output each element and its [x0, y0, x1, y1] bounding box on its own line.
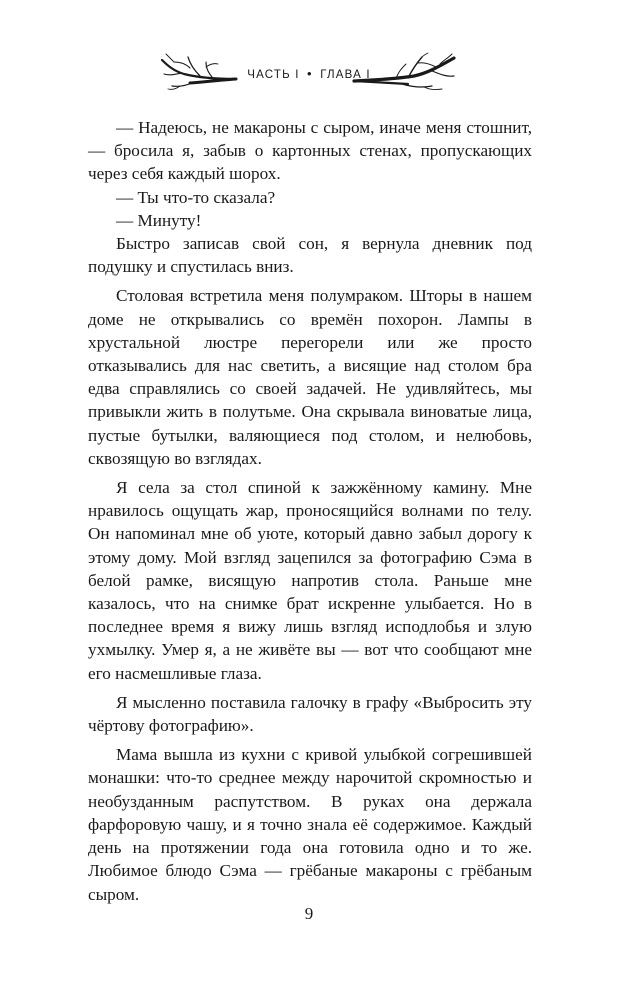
paragraph: Я села за стол спиной к зажжённому камину. Мне нравилось ощущать жар, проносящийся волнами по телу. Он напоминал мне об уюте, который давно забыл дорогу к этому дому. Мой взгляд зацепился за фотографию Сэма в белой рамке, висящую напротив стола. Раньше мне казалось, что на снимке брат искренне улыбается. Но в последнее время я вижу лишь взгляд исподлобья и злую ухмылку. Умер я, а не живёте вы — вот что сообщают мне его насмешливые глаза.	[88, 478, 532, 683]
page-number: 9	[304, 904, 314, 923]
paragraph: Быстро записав свой сон, я вернула дневник под подушку и спустилась вниз.	[88, 234, 532, 277]
paragraph: Я мысленно поставила галочку в графу «Выбросить эту чёртову фотографию».	[88, 692, 532, 736]
paragraph: — Надеюсь, не макароны с сыром, иначе меня стошнит, — бросила я, забыв о картонных стенах, пропускающих через себя каждый шорох.	[88, 118, 532, 184]
separator-dot: •	[307, 66, 313, 81]
paragraph: Мама вышла из кухни с кривой улыбкой согрешившей монашки: что-то среднее между нарочитой скромностью и необузданным распутством. В руках она держала фарфоровую чашу, и я точно знала её содержимое. Каждый день на протяжении года она готовила одно и то же. Любимое блюдо Сэма — грёбаные макароны с грёбаным сыром.	[88, 745, 532, 904]
paragraph: — Минуту!	[116, 210, 202, 230]
part-label: ЧАСТЬ I	[247, 69, 300, 81]
body-text	[88, 116, 532, 906]
chapter-title: ГЛАВА I	[320, 69, 371, 81]
paragraph: — Ты что-то сказала?	[116, 187, 276, 207]
paragraph: Столовая встретила меня полумраком. Шторы в нашем доме не открывались со времён похорон. Лампы в хрустальной люстре перегорели или же просто отказывались для нас светить, а висящие над столом бра едва справлялись со своей задачей. Не удивляйтесь, мы привыкли жить в полутьме. Она скрывала виноватые лица, пустые бутылки, валяющиеся под столом, и нелюбовь, сквозящую во взглядах.	[88, 286, 532, 468]
branch-ornament-icon	[160, 52, 238, 92]
running-header	[0, 52, 618, 102]
branch-ornament-icon	[352, 52, 458, 92]
